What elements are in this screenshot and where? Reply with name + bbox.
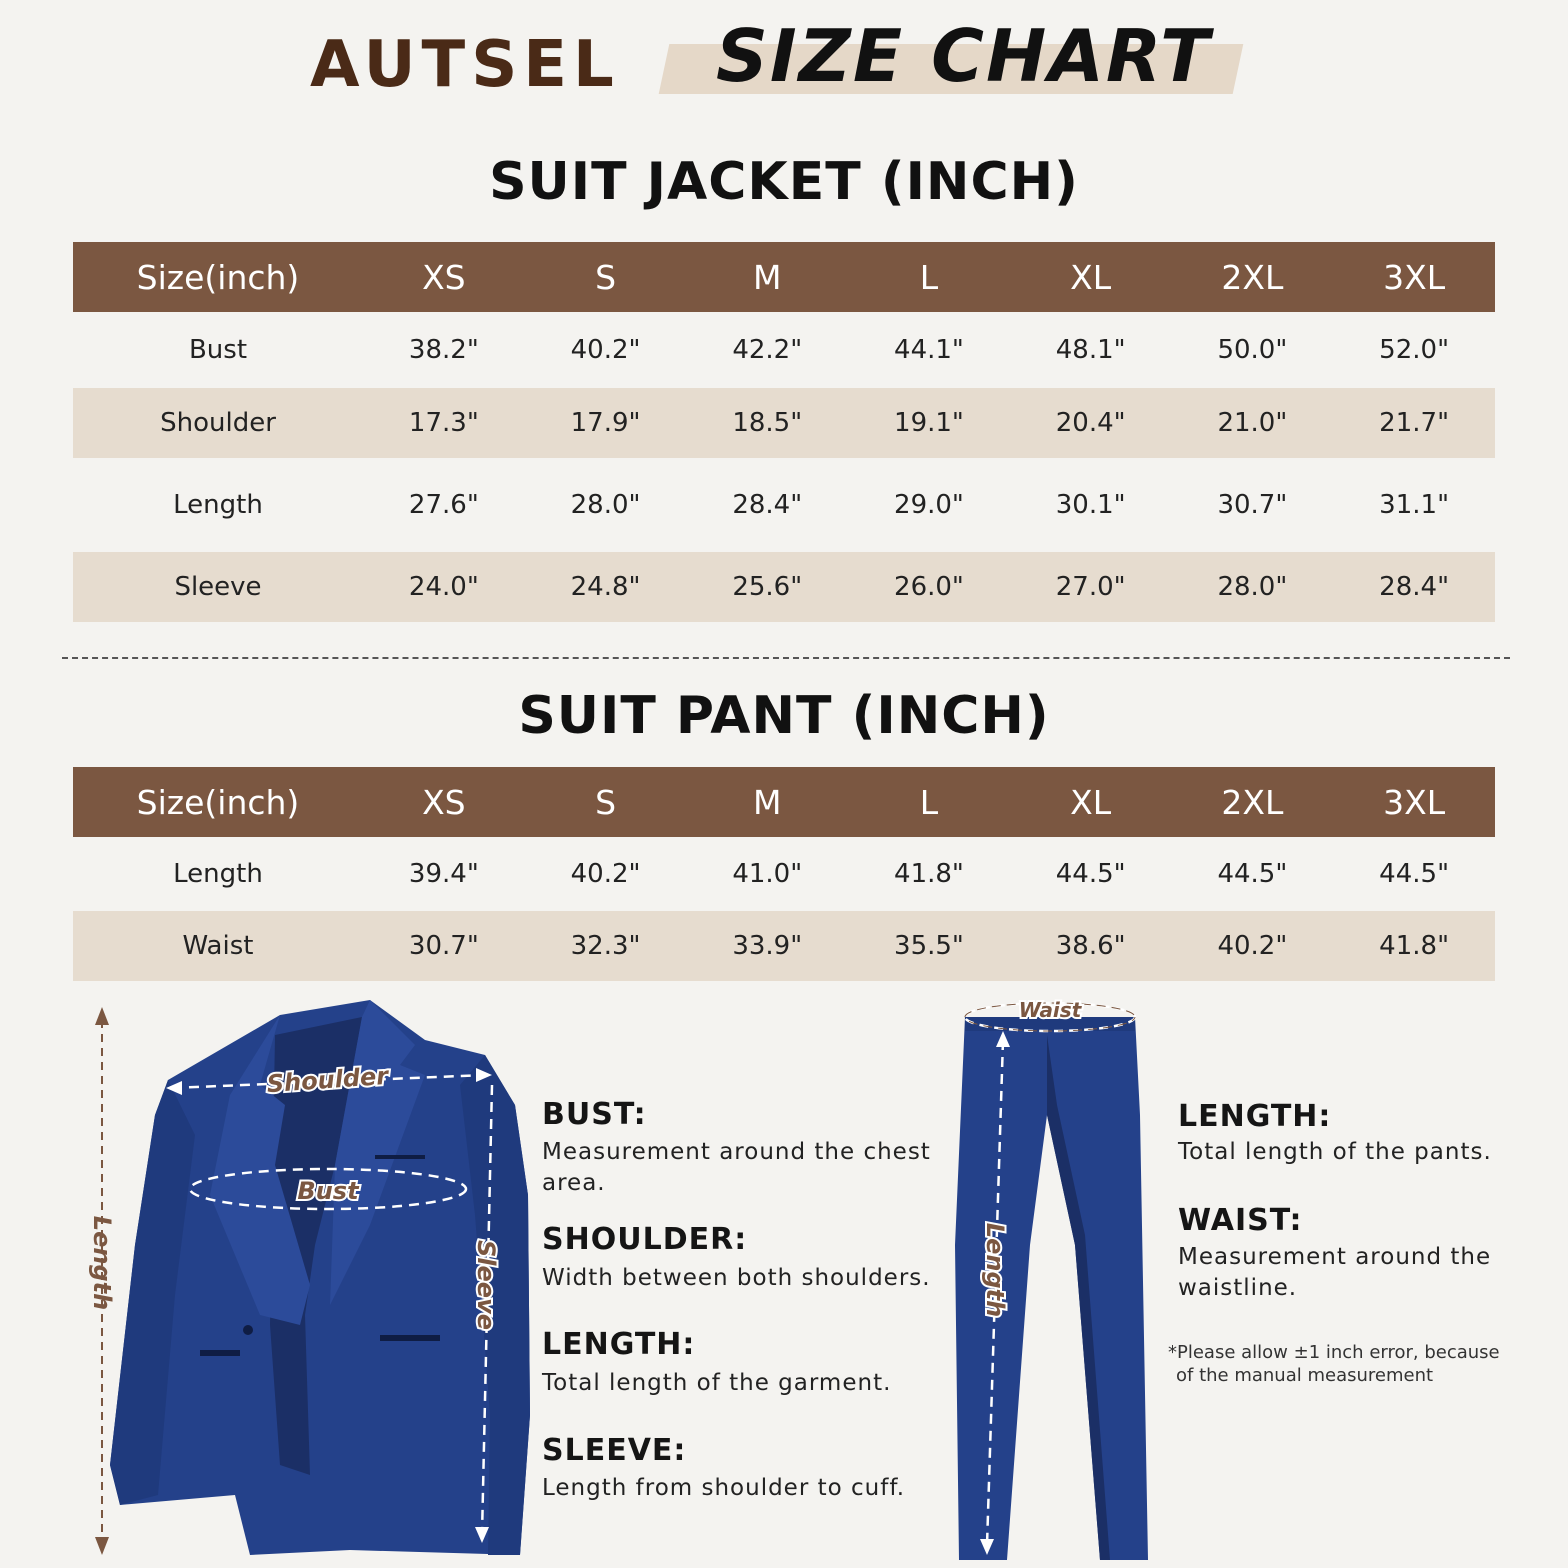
right-pocket [380,1335,440,1341]
size-cell: 21.7" [1333,388,1495,458]
shoulder-text: Width between both shoulders. [542,1265,931,1291]
header-size-m: M [686,242,848,312]
size-cell: 24.8" [525,552,687,622]
sleeve-heading: SLEEVE: [542,1433,687,1468]
header-size-label: Size(inch) [73,242,363,312]
size-cell: 38.6" [1010,911,1172,981]
size-cell: 17.9" [525,388,687,458]
header-size-xl: XL [1010,242,1172,312]
table-row [73,388,1495,458]
size-cell: 35.5" [848,911,1010,981]
shoulder-label: Shoulder [265,1061,390,1099]
size-cell: 18.5" [686,388,848,458]
header-size-s: S [525,242,687,312]
size-cell: 38.2" [408,335,479,365]
size-cell: 41.8" [1333,911,1495,981]
size-cell: 30.7" [363,911,525,981]
jacket-section-title: SUIT JACKET (INCH) [489,152,1079,212]
size-cell: 30.7" [1217,490,1288,520]
header-size-xs: XS [363,242,525,312]
pant-length-heading: LENGTH: [1178,1099,1332,1134]
size-cell: 42.2" [732,335,803,365]
waist-text-2: waistline. [1178,1275,1298,1301]
bust-label: Bust [297,1177,359,1205]
left-pocket [200,1350,240,1356]
header-size-2xl: 2XL [1172,767,1334,837]
size-cell: 41.0" [732,859,803,889]
row-label: Sleeve [73,552,363,622]
size-cell: 24.0" [363,552,525,622]
header-size-m: M [686,767,848,837]
header-size-3xl: 3XL [1333,767,1495,837]
size-cell: 31.1" [1379,490,1450,520]
size-cell: 32.3" [525,911,687,981]
length-text: Total length of the garment. [542,1370,892,1396]
table-header-row [73,242,1495,312]
size-cell: 52.0" [1379,335,1450,365]
size-cell: 29.0" [894,490,964,520]
pant-size-table [73,767,1495,981]
size-cell: 48.1" [1055,335,1126,365]
table-row [73,837,1495,911]
sleeve-label: Sleeve [472,1240,500,1330]
jacket-button [243,1325,253,1335]
page-title: SIZE CHART [716,14,1212,98]
length-label: Length [88,1215,116,1311]
row-label: Bust [188,335,248,365]
size-cell: 20.4" [1010,388,1172,458]
error-note-1: *Please allow ±1 inch error, because [1168,1342,1500,1363]
table-row [73,458,1495,552]
size-cell: 28.0" [570,490,641,520]
size-cell: 40.2" [570,335,641,365]
table-header-row [73,767,1495,837]
brand-logo: AUTSEL [310,28,620,102]
size-cell: 27.0" [1010,552,1172,622]
header-size-3xl: 3XL [1333,242,1495,312]
waist-heading: WAIST: [1178,1203,1303,1238]
size-cell: 17.3" [363,388,525,458]
jacket-illustration [80,995,540,1565]
size-cell: 44.5" [1055,859,1126,889]
size-cell: 44.1" [894,335,964,365]
table-row [73,911,1495,981]
row-label: Shoulder [73,388,363,458]
size-cell: 44.5" [1379,859,1450,889]
size-cell: 28.4" [732,490,803,520]
row-label: Length [173,859,263,889]
breast-pocket [375,1155,425,1159]
error-note-2: of the manual measurement [1176,1365,1434,1386]
bust-heading: BUST: [542,1097,647,1132]
header-size-xs: XS [363,767,525,837]
row-label: Waist [73,911,363,981]
header-size-label: Size(inch) [73,767,363,837]
sleeve-text: Length from shoulder to cuff. [542,1475,906,1501]
length-heading: LENGTH: [542,1327,696,1362]
size-cell: 41.8" [894,859,964,889]
table-row [73,312,1495,388]
header-size-l: L [848,242,1010,312]
size-cell: 30.1" [1055,490,1126,520]
size-cell: 33.9" [686,911,848,981]
pants-length-label: Length [981,1222,1009,1318]
size-cell: 21.0" [1172,388,1334,458]
jacket-size-table [73,242,1495,622]
header-size-l: L [848,767,1010,837]
bust-text-1: Measurement around the chest [542,1139,931,1165]
size-cell: 19.1" [848,388,1010,458]
size-cell: 27.6" [408,490,479,520]
size-cell: 25.6" [686,552,848,622]
size-cell: 40.2" [570,859,641,889]
header-size-s: S [525,767,687,837]
waist-text-1: Measurement around the [1178,1244,1492,1270]
size-cell: 28.4" [1333,552,1495,622]
size-cell: 26.0" [848,552,1010,622]
size-cell: 28.0" [1172,552,1334,622]
waist-label: Waist [1018,998,1082,1022]
bust-text-2: area. [542,1170,606,1196]
size-cell: 50.0" [1217,335,1288,365]
table-row [73,552,1495,622]
row-label: Length [173,490,263,520]
section-divider [62,657,1510,659]
header-size-2xl: 2XL [1172,242,1334,312]
size-cell: 39.4" [408,859,479,889]
size-cell: 40.2" [1172,911,1334,981]
pants-illustration [945,995,1155,1565]
header-size-xl: XL [1010,767,1172,837]
shoulder-heading: SHOULDER: [542,1222,748,1257]
size-cell: 44.5" [1217,859,1288,889]
pant-section-title: SUIT PANT (INCH) [518,686,1050,746]
pant-length-text: Total length of the pants. [1178,1139,1492,1165]
